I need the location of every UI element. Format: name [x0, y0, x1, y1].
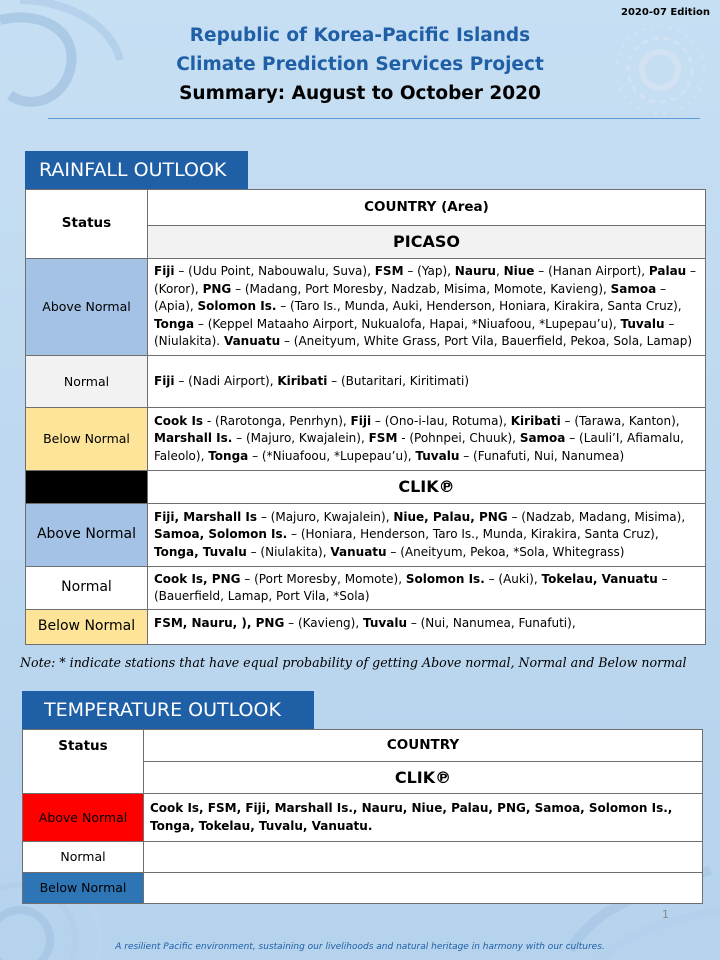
country-name: Nauru [454, 264, 496, 279]
temp-normal-status: Normal [23, 842, 144, 873]
picaso-model-label: PICASO [148, 226, 706, 259]
picaso-normal-status: Normal [26, 356, 148, 408]
rainfall-country-header: COUNTRY (Area) [148, 190, 706, 226]
page-number: 1 [662, 908, 669, 921]
picaso-above-status: Above Normal [26, 259, 148, 356]
country-name: Tuvalu [363, 616, 407, 630]
country-name: Fiji [350, 413, 372, 428]
country-name: Fiji [154, 373, 175, 388]
country-name: FSM, Nauru, ), PNG [154, 616, 285, 630]
rainfall-section-title: RAINFALL OUTLOOK [25, 151, 248, 189]
country-name: Tonga [208, 448, 249, 463]
rainfall-table [25, 189, 706, 645]
picaso-below-status: Below Normal [26, 408, 148, 471]
temperature-table [22, 729, 703, 904]
clik-below-countries: FSM, Nauru, ), PNG – (Kavieng), Tuvalu – (Nui, Nanumea, Funafuti), [148, 610, 706, 645]
country-name: Tuvalu [620, 316, 665, 331]
temperature-country-header: COUNTRY [144, 730, 703, 762]
title-line-1: Republic of Korea-Pacific Islands [189, 25, 531, 46]
country-name: Marshall Is. [154, 431, 233, 446]
country-name: Niue [503, 264, 535, 279]
country-name: Fiji, Marshall Is [154, 509, 258, 524]
temp-above-countries: Cook Is, FSM, Fiji, Marshall Is., Nauru, Niue, Palau, PNG, Samoa, Solomon Is., Tonga, Tokelau, Tuvalu, Vanuatu. [144, 794, 703, 842]
country-name: PNG [202, 281, 232, 296]
swirl-decoration-left [0, 0, 130, 150]
country-name: Cook Is [154, 413, 204, 428]
country-name: FSM [368, 431, 398, 446]
temp-above-status: Above Normal [23, 794, 144, 842]
country-name: Tonga, Tuvalu [154, 544, 247, 559]
footer-tagline: A resilient Pacific environment, sustaining our livelihoods and natural heritage in harmony with our cultures. [115, 942, 605, 952]
country-name: Solomon Is. [405, 571, 485, 586]
country-name: Fiji [154, 264, 175, 279]
country-name: Vanuatu [223, 334, 281, 349]
title-summary: Summary: August to October 2020 [179, 83, 541, 104]
clik-above-countries: Fiji, Marshall Is – (Majuro, Kwajalein), Niue, Palau, PNG – (Nadzab, Madang, Misima), Samoa, Solomon Is. – (Honiara, Henderson, Taro Is., Munda, Kirakira, Santa Cruz), Tonga, Tuvalu – (Niulakita), Vanuatu – (Aneityum, Pekoa, *Sola, Whitegrass) [148, 504, 706, 567]
country-name: Niue, Palau, PNG [393, 509, 508, 524]
country-name: FSM [374, 264, 404, 279]
country-name: Kiribati [277, 373, 328, 388]
clik-model-label: CLIK℗ [148, 471, 706, 504]
temp-below-countries [144, 873, 703, 904]
country-name: Samoa [519, 431, 566, 446]
temperature-section-title: TEMPERATURE OUTLOOK [22, 691, 314, 729]
clik-below-status: Below Normal [26, 610, 148, 645]
country-name: Tuvalu [415, 448, 460, 463]
clik-row-spacer [26, 471, 148, 504]
temperature-clik-label: CLIK℗ [144, 762, 703, 794]
edition-label: 2020-07 Edition [621, 7, 710, 18]
clik-normal-countries: Cook Is, PNG – (Port Moresby, Momote), Solomon Is. – (Auki), Tokelau, Vanuatu – (Bauerfield, Lamap, Port Vila, *Sola) [148, 567, 706, 610]
footnote: Note: * indicate stations that have equal probability of getting Above normal, Normal and Below normal [20, 655, 687, 670]
country-name: Vanuatu [330, 544, 387, 559]
country-name: Solomon Is. [197, 299, 277, 314]
clik-normal-status: Normal [26, 567, 148, 610]
country-name: Cook Is, PNG [154, 571, 241, 586]
rainfall-status-header: Status [26, 190, 148, 259]
country-name: Kiribati [510, 413, 561, 428]
country-name: Tokelau, Vanuatu [541, 571, 658, 586]
picaso-normal-countries: Fiji – (Nadi Airport), Kiribati – (Butaritari, Kiritimati) [148, 356, 706, 408]
picaso-below-countries: Cook Is - (Rarotonga, Penrhyn), Fiji – (Ono-i-lau, Rotuma), Kiribati – (Tarawa, Kanton), Marshall Is. – (Majuro, Kwajalein), FSM - (Pohnpei, Chuuk), Samoa – (Lauli’I, Afiamalu, Faleolo), Tonga – (*Niuafoou, *Lupepau’u), Tuvalu – (Funafuti, Nui, Nanumea) [148, 408, 706, 471]
clik-above-status: Above Normal [26, 504, 148, 567]
title-line-2: Climate Prediction Services Project [176, 54, 544, 75]
country-name: Tonga [154, 316, 195, 331]
picaso-above-countries: Fiji – (Udu Point, Nabouwalu, Suva), FSM – (Yap), Nauru, Niue – (Hanan Airport), Palau – (Koror), PNG – (Madang, Port Moresby, Nadzab, Misima, Momote, Kavieng), Samoa – (Apia), Solomon Is. – (Taro Is., Munda, Auki, Henderson, Honiara, Kirakira, Santa Cruz), Tonga – (Keppel Mataaho Airport, Nukualofa, Hapai, *Niuafoou, *Lupepau’u), Tuvalu – (Niulakita). Vanuatu – (Aneityum, White Grass, Port Vila, Bauerfield, Pekoa, Sola, Lamap) [148, 259, 706, 356]
country-name: Samoa [610, 281, 657, 296]
country-name: Samoa, Solomon Is. [154, 527, 288, 542]
country-name: Palau [648, 264, 687, 279]
temperature-status-header: Status [23, 730, 144, 794]
temp-normal-countries [144, 842, 703, 873]
header-divider [48, 118, 700, 119]
temp-below-status: Below Normal [23, 873, 144, 904]
